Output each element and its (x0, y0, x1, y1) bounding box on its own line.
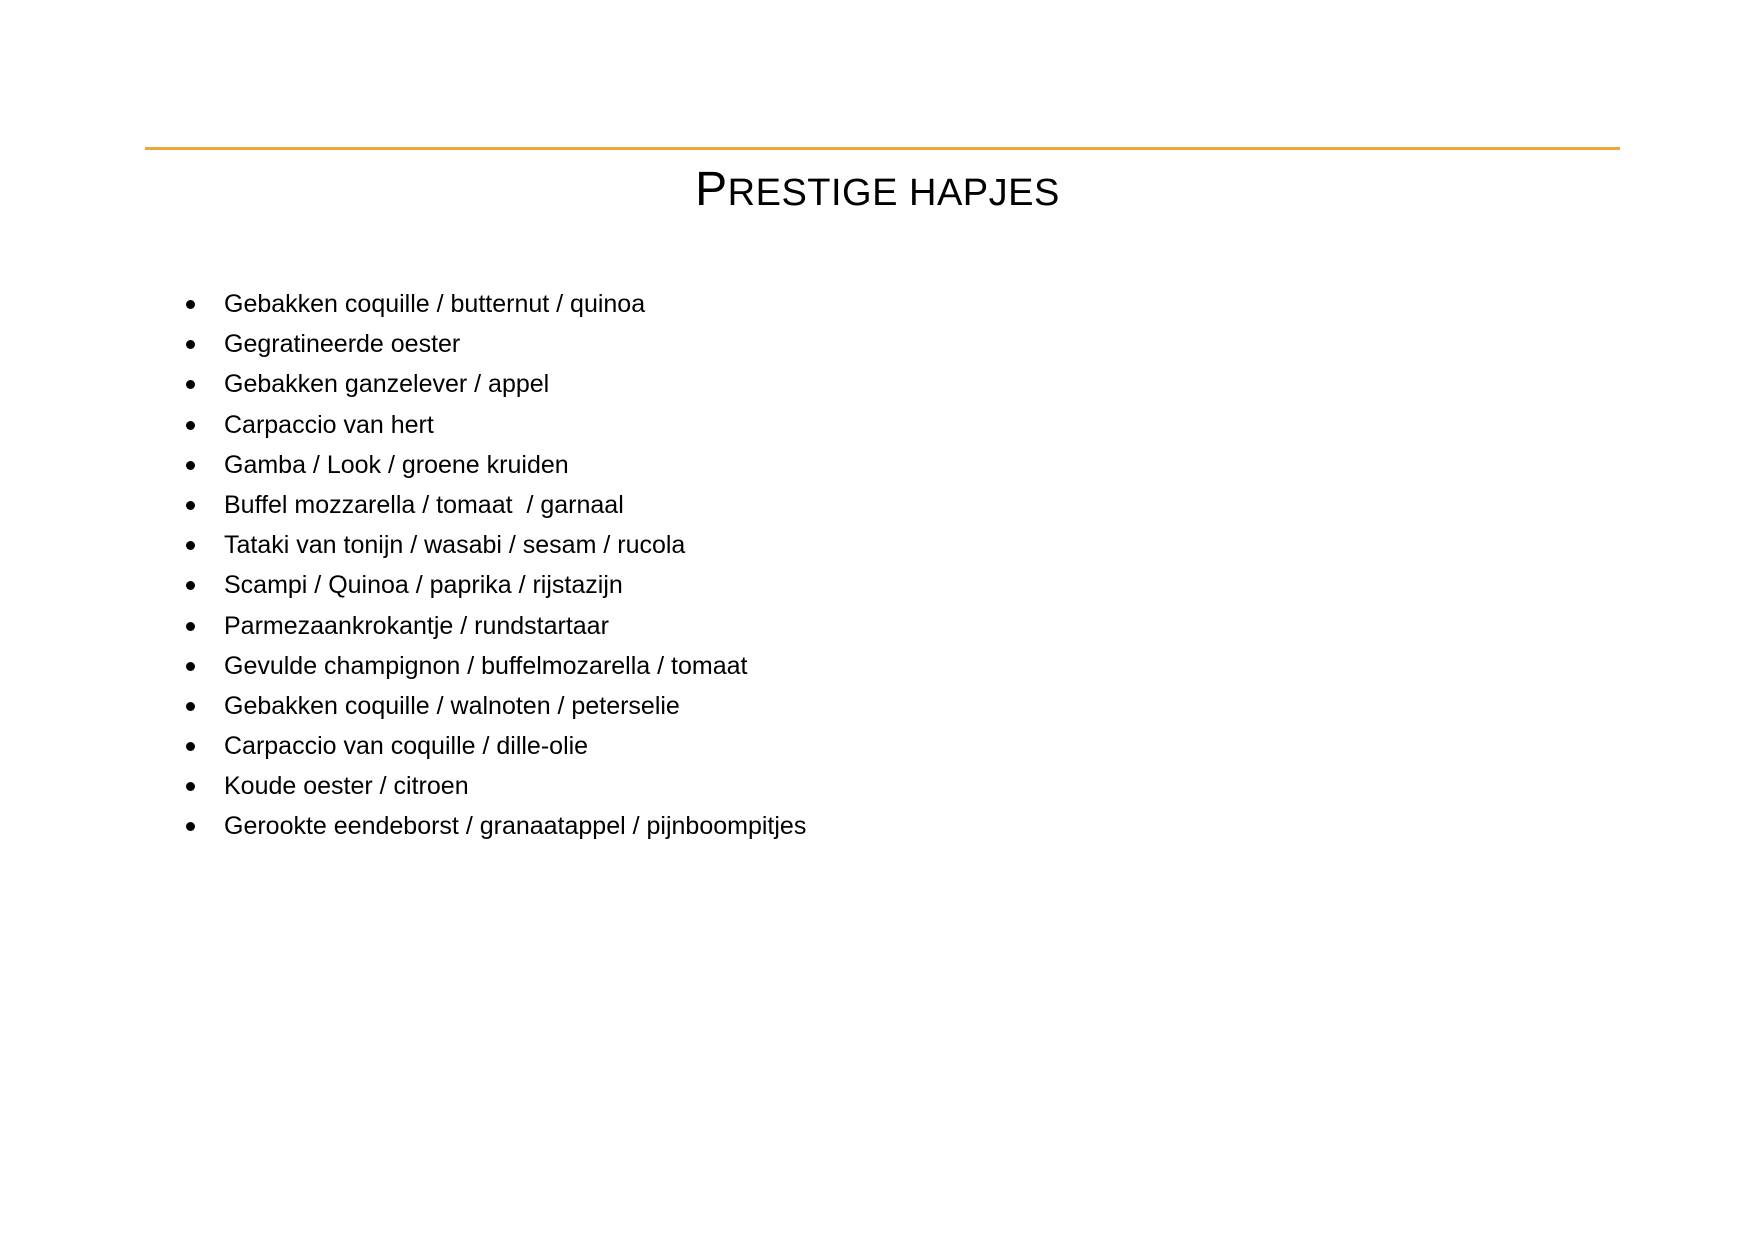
bullet-icon (186, 501, 195, 510)
bullet-icon (186, 622, 195, 631)
list-item (186, 364, 806, 404)
list-item (186, 766, 806, 806)
list-item (186, 445, 806, 485)
list-item-text: Carpaccio van hert (224, 410, 434, 439)
list-item-text: Gebakken ganzelever / appel (224, 370, 550, 399)
bullet-icon (186, 742, 195, 751)
list-item-text: Scampi / Quinoa / paprika / rijstazijn (224, 571, 623, 600)
bullet-icon (186, 702, 195, 711)
bullet-icon (186, 662, 195, 671)
bullet-icon (186, 380, 195, 389)
list-item-text: Buffel mozzarella / tomaat / garnaal (224, 490, 624, 519)
list-item (186, 606, 806, 646)
list-item (186, 405, 806, 445)
list-item-text: Gevulde champignon / buffelmozarella / tomaat (224, 651, 748, 680)
list-item-text: Carpaccio van coquille / dille-olie (224, 732, 589, 761)
bullet-icon (186, 541, 195, 550)
list-item-text: Parmezaankrokantje / rundstartaar (224, 611, 609, 640)
page-title (0, 160, 1755, 223)
list-item (186, 324, 806, 364)
bullet-icon (186, 421, 195, 430)
list-item-text: Gebakken coquille / walnoten / peterselie (224, 691, 680, 720)
list-item (186, 485, 806, 525)
title-rest: RESTIGE HAPJES (727, 172, 1060, 214)
list-item-text: Gamba / Look / groene kruiden (224, 450, 569, 479)
title-initial: P (695, 163, 728, 216)
list-item-text: Tataki van tonijn / wasabi / sesam / rucola (224, 531, 686, 560)
bullet-icon (186, 581, 195, 590)
list-item (186, 726, 806, 766)
list-item (186, 806, 806, 846)
list-item-text: Koude oester / citroen (224, 772, 469, 801)
list-item (186, 525, 806, 565)
header-rule (145, 147, 1620, 150)
list-item (186, 284, 806, 324)
bullet-icon (186, 300, 195, 309)
list-item (186, 646, 806, 686)
list-item-text: Gegratineerde oester (224, 330, 461, 359)
list-item-text: Gerookte eendeborst / granaatappel / pijnboompitjes (224, 812, 807, 841)
menu-item-list (186, 284, 806, 847)
list-item (186, 565, 806, 605)
list-item (186, 686, 806, 726)
bullet-icon (186, 340, 195, 349)
bullet-icon (186, 822, 195, 831)
list-item-text: Gebakken coquille / butternut / quinoa (224, 290, 646, 318)
bullet-icon (186, 461, 195, 470)
bullet-icon (186, 782, 195, 791)
